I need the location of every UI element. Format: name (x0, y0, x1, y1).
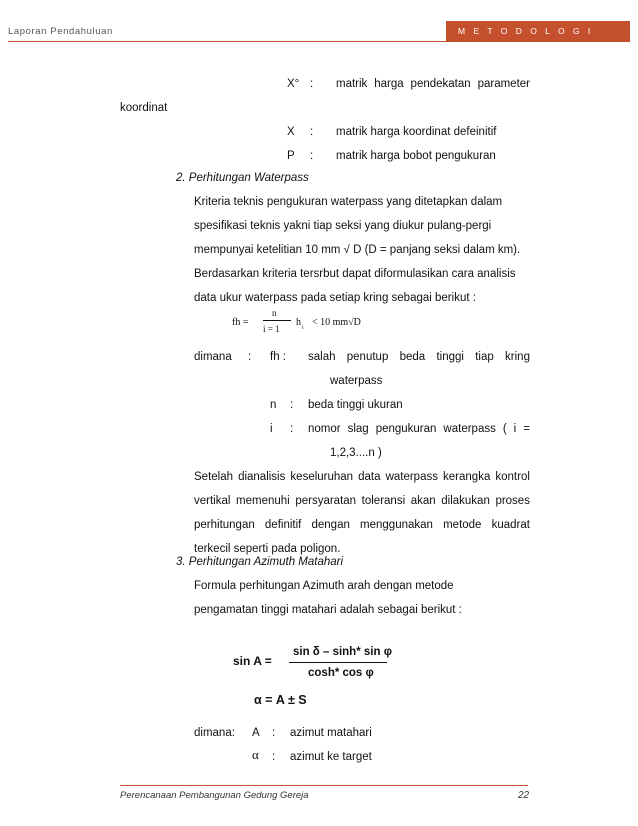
def-xo-desc: matrik harga pendekatan parameter (336, 78, 530, 90)
formula-h-sub: i (302, 325, 304, 331)
def-a-colon: : (272, 727, 276, 739)
page-number: 22 (518, 790, 530, 801)
alpha-formula: α = A ± S (254, 693, 307, 707)
formula-sum-bottom: i = 1 (263, 324, 280, 334)
section-2-para-line: mempunyai ketelitian 10 mm √ D (D = panjang seksi dalam km). (194, 244, 521, 256)
def-x-symbol: X (287, 126, 295, 138)
formula-lhs: fh = (232, 317, 249, 328)
footer-divider (120, 785, 528, 786)
def-n-symbol: n (270, 399, 277, 411)
dimana-label-2: dimana: (194, 727, 235, 739)
def-i-colon: : (290, 423, 294, 435)
def-x-desc: matrik harga koordinat defeinitif (336, 126, 497, 138)
def-a-symbol: A (252, 727, 260, 739)
section-2-para-line: Berdasarkan kriteria tersrbut dapat diformulasikan cara analisis (194, 268, 516, 280)
def-xo-symbol: X° (287, 78, 300, 90)
def-fh-continued: waterpass (330, 375, 383, 387)
section-3-para-last: pengamatan tinggi matahari adalah sebagai berikut : (194, 604, 462, 616)
def-a-desc: azimut matahari (290, 727, 372, 739)
section-2-para-line: Kriteria teknis pengukuran waterpass yang ditetapkan dalam (194, 196, 503, 208)
def-alpha-colon: : (272, 751, 276, 763)
section-2-para2-line: Setelah dianalisis keseluruhan data waterpass kerangka kontrol (194, 471, 530, 483)
formula-sum-top: n (272, 308, 277, 318)
azimuth-fraction-line (289, 662, 387, 663)
section-2-para2-line: perhitungan definitif dengan menggunakan metode kuadrat (194, 519, 530, 531)
def-fh-desc: salah penutup beda tinggi tiap kring (308, 351, 530, 363)
dimana-colon: : (248, 351, 252, 363)
def-x-colon: : (310, 126, 314, 138)
def-i-symbol: i (270, 423, 273, 435)
def-n-desc: beda tinggi ukuran (308, 399, 403, 411)
formula-condition: < 10 mm√D (312, 317, 361, 328)
section-2-para-line: spesifikasi teknis yakni tiap seksi yang diukur pulang-pergi (194, 220, 492, 232)
def-p-symbol: P (287, 150, 295, 162)
footer-title: Perencanaan Pembangunan Gedung Gereja (120, 790, 309, 801)
def-alpha-desc: azimut ke target (290, 751, 372, 763)
header-title: Laporan Pendahuluan (8, 26, 113, 37)
formula-h: h (296, 317, 301, 328)
section-2-para2-line: vertikal memenuhi persyaratan toleransi akan dilakukan proses (194, 495, 530, 507)
def-i-continued: 1,2,3....n ) (330, 447, 382, 459)
def-fh-symbol: fh : (270, 351, 286, 363)
header-divider (8, 41, 630, 42)
header-section-label: M E T O D O L O G I (446, 21, 630, 41)
def-i-desc: nomor slag pengukuran waterpass ( i = (308, 423, 530, 435)
azimuth-lhs: sin A = (233, 654, 272, 668)
dimana-label: dimana (194, 351, 232, 363)
def-p-desc: matrik harga bobot pengukuran (336, 150, 496, 162)
def-n-colon: : (290, 399, 294, 411)
azimuth-numerator: sin δ – sinh* sin φ (293, 646, 392, 658)
section-3-para-line: Formula perhitungan Azimuth arah dengan metode (194, 580, 454, 592)
def-xo-continued: koordinat (120, 102, 168, 114)
section-2-para2-last: terkecil seperti pada poligon. (194, 543, 341, 555)
def-alpha-symbol: α (252, 747, 259, 762)
section-2-heading: 2. Perhitungan Waterpass (176, 172, 309, 184)
def-p-colon: : (310, 150, 314, 162)
azimuth-denominator: cosh* cos φ (308, 667, 374, 679)
formula-fraction-line (263, 320, 291, 321)
section-3-heading: 3. Perhitungan Azimuth Matahari (176, 556, 344, 568)
section-2-para-line: data ukur waterpass pada setiap kring sebagai berikut : (194, 292, 476, 304)
def-xo-colon: : (310, 78, 314, 90)
